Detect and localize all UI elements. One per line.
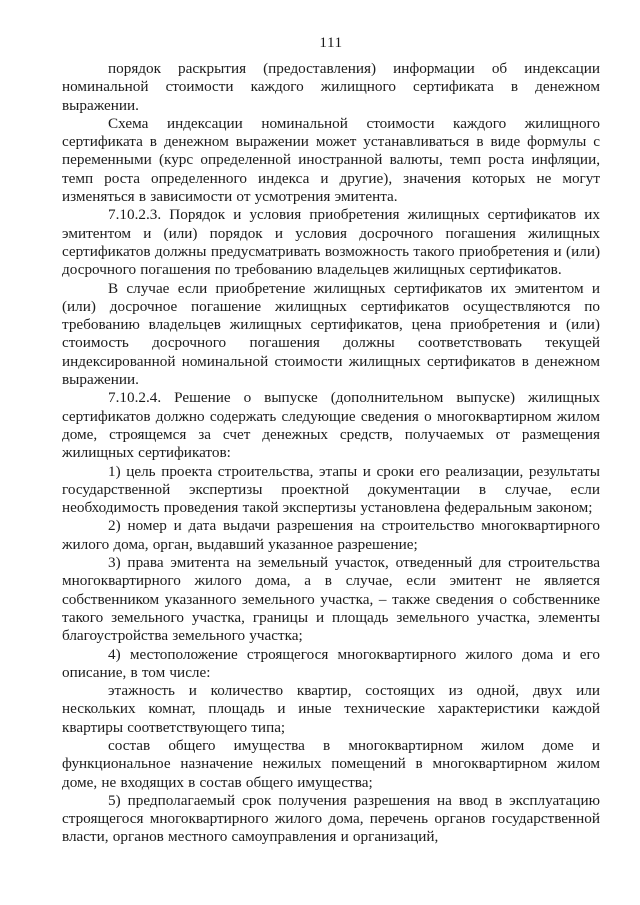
paragraph-item-4-floors: этажность и количество квартир, состоящих из одной, двух или нескольких комнат, площадь и иные технические характеристики каждой квартиры соответствующего типа; <box>62 682 600 736</box>
paragraph-intro-disclosure: порядок раскрытия (предоставления) информации об индексации номинальной стоимости каждого жилищного сертификата в денежном выражении. <box>62 60 600 114</box>
paragraph-clause-7-10-2-4: 7.10.2.4. Решение о выпуске (дополнительном выпуске) жилищных сертификатов должно содержать следующие сведения о многоквартирном жилом доме, строящемся за счет денежных средств, получаемых от размещения жилищных сертификатов: <box>62 389 600 462</box>
paragraph-item-1: 1) цель проекта строительства, этапы и сроки его реализации, результаты государственной экспертизы проектной документации в случае, если необходимость проведения такой экспертизы установлена федеральным законом; <box>62 462 600 517</box>
page-number: 111 <box>319 34 343 51</box>
paragraph-item-3: 3) права эмитента на земельный участок, отведенный для строительства многоквартирного жилого дома, а в случае, если эмитент не является собственником указанного земельного участка, – также сведения о собственнике такого земельного участка, границы и площадь земельного участка, элементы благоустройства земельного участка; <box>62 554 600 645</box>
paragraph-item-4-common-property: состав общего имущества в многоквартирном жилом доме и функциональное назначение нежилых помещений в многоквартирном жилом доме, не входящих в состав общего имущества; <box>62 736 600 791</box>
paragraph-indexation-scheme: Схема индексации номинальной стоимости каждого жилищного сертификата в денежном выражении может устанавливаться в виде формулы с переменными (курс определенной иностранной валюты, темп роста инфляции, темп роста определенного индекса и другие), значения которых не могут изменяться в зависимости от усмотрения эмитента. <box>62 114 600 206</box>
document-body <box>62 60 600 847</box>
paragraph-item-5: 5) предполагаемый срок получения разрешения на ввод в эксплуатацию строящегося многоквартирного жилого дома, перечень органов государственной власти, органов местного самоуправления и организаций, <box>62 791 600 846</box>
paragraph-item-2: 2) номер и дата выдачи разрешения на строительство многоквартирного жилого дома, орган, выдавший указанное разрешение; <box>62 517 600 553</box>
paragraph-early-redemption: В случае если приобретение жилищных сертификатов их эмитентом и (или) досрочное погашение жилищных сертификатов осуществляются по требованию владельцев жилищных сертификатов, цена приобретения и (или) стоимость досрочного погашения должны соответствовать текущей индексированной номинальной стоимости жилищных сертификатов в денежном выражении. <box>62 279 600 389</box>
paragraph-item-4: 4) местоположение строящегося многоквартирного жилого дома и его описание, в том числе: <box>62 645 600 681</box>
paragraph-clause-7-10-2-3: 7.10.2.3. Порядок и условия приобретения жилищных сертификатов их эмитентом и (или) порядок и условия досрочного погашения жилищных сертификатов должны предусматривать возможность такого приобретения и (или) досрочного погашения по требованию владельцев жилищных сертификатов. <box>62 206 600 279</box>
